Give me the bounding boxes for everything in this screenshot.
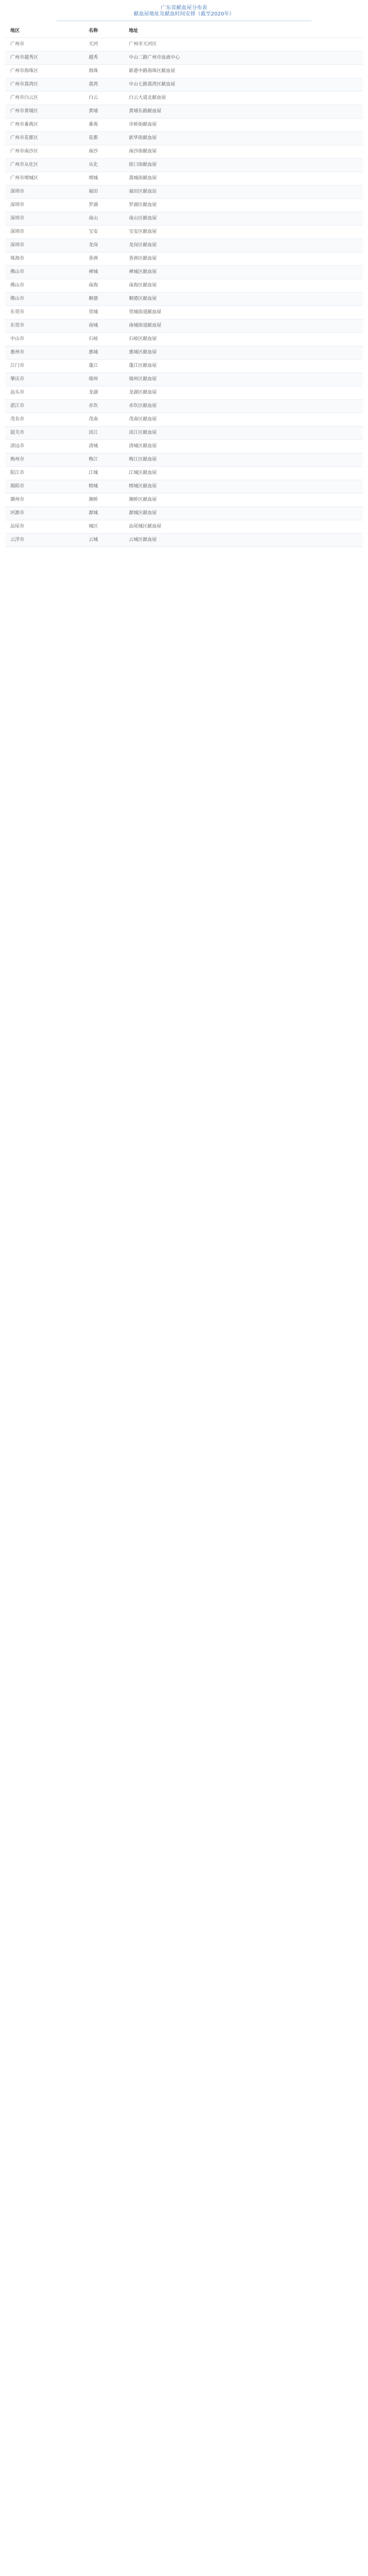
cell-name: 清城 [89, 444, 98, 449]
cell-name: 白云 [89, 95, 98, 100]
cell-region: 中山市 [10, 336, 25, 342]
table-row [5, 252, 363, 266]
table-header-row [5, 25, 363, 38]
cell-name: 越秀 [89, 55, 98, 60]
cell-address: 中山七路荔湾区献血屋 [129, 82, 176, 87]
table-row [5, 534, 363, 547]
table-row [5, 386, 363, 400]
cell-address: 南城街道献血屋 [129, 323, 162, 328]
table-row [5, 453, 363, 467]
data-table [5, 25, 363, 547]
table-row [5, 105, 363, 118]
cell-name: 蓬江 [89, 363, 98, 368]
cell-name: 南城 [89, 323, 98, 328]
table-row [5, 172, 363, 185]
cell-name: 海珠 [89, 69, 98, 74]
cell-name: 宝安 [89, 229, 98, 234]
table-row [5, 65, 363, 78]
cell-name: 龙湖 [89, 390, 98, 395]
cell-name: 石岐 [89, 336, 98, 342]
cell-name: 城区 [89, 524, 98, 529]
column-header-region: 地区 [10, 28, 20, 33]
table-row [5, 400, 363, 413]
cell-name: 番禺 [89, 122, 98, 127]
cell-name: 南沙 [89, 149, 98, 154]
cell-region: 广州市番禺区 [10, 122, 39, 127]
cell-region: 佛山市 [10, 269, 25, 275]
table-row [5, 293, 363, 306]
cell-region: 广州市花都区 [10, 135, 39, 141]
table-row [5, 346, 363, 360]
cell-name: 罗湖 [89, 202, 98, 208]
cell-region: 江门市 [10, 363, 25, 368]
cell-region: 深圳市 [10, 216, 25, 221]
cell-region: 深圳市 [10, 243, 25, 248]
cell-address: 源城区献血屋 [129, 511, 157, 516]
cell-region: 肇庆市 [10, 377, 25, 382]
cell-address: 湘桥区献血屋 [129, 497, 157, 502]
page-title: 广东省献血屋分布表 [161, 5, 207, 11]
cell-address: 榕城区献血屋 [129, 484, 157, 489]
cell-address: 新华街献血屋 [129, 135, 157, 141]
cell-address: 街口街献血屋 [129, 162, 157, 167]
cell-address: 梅江区献血屋 [129, 457, 157, 462]
cell-name: 从化 [89, 162, 98, 167]
table-row [5, 92, 363, 105]
table-row [5, 333, 363, 346]
cell-name: 湘桥 [89, 497, 98, 502]
cell-region: 深圳市 [10, 202, 25, 208]
cell-name: 花都 [89, 135, 98, 141]
cell-name: 浈江 [89, 430, 98, 435]
cell-region: 揭阳市 [10, 484, 25, 489]
cell-address: 赤坎区献血屋 [129, 403, 157, 409]
cell-address: 顺德区献血屋 [129, 296, 157, 301]
cell-address: 宝安区献血屋 [129, 229, 157, 234]
cell-address: 南海区献血屋 [129, 283, 157, 288]
cell-region: 韶关市 [10, 430, 25, 435]
cell-name: 天河 [89, 42, 98, 47]
cell-address: 黄埔东路献血屋 [129, 109, 162, 114]
cell-address: 石岐区献血屋 [129, 336, 157, 342]
cell-region: 广州市南沙区 [10, 149, 39, 154]
column-header-name: 名称 [89, 28, 98, 33]
cell-name: 端州 [89, 377, 98, 382]
cell-name: 茂南 [89, 417, 98, 422]
cell-address: 汕尾城区献血屋 [129, 524, 162, 529]
cell-name: 增城 [89, 176, 98, 181]
cell-address: 荔城街献血屋 [129, 176, 157, 181]
cell-region: 广州市白云区 [10, 95, 39, 100]
cell-region: 佛山市 [10, 283, 25, 288]
cell-address: 禅城区献血屋 [129, 269, 157, 275]
cell-address: 龙岗区献血屋 [129, 243, 157, 248]
table-row [5, 266, 363, 279]
cell-address: 云城区献血屋 [129, 537, 157, 543]
cell-address: 端州区献血屋 [129, 377, 157, 382]
cell-region: 深圳市 [10, 189, 25, 194]
cell-region: 广州市荔湾区 [10, 82, 39, 87]
cell-region: 东莞市 [10, 323, 25, 328]
cell-name: 莞城 [89, 310, 98, 315]
cell-name: 南海 [89, 283, 98, 288]
table-row [5, 520, 363, 534]
table-row [5, 159, 363, 172]
cell-region: 广州市黄埔区 [10, 109, 39, 114]
table-row [5, 38, 363, 52]
cell-region: 梅州市 [10, 457, 25, 462]
table-row [5, 373, 363, 386]
page-header [0, 0, 368, 25]
cell-name: 榕城 [89, 484, 98, 489]
table-row [5, 52, 363, 65]
cell-name: 江城 [89, 470, 98, 476]
cell-name: 福田 [89, 189, 98, 194]
cell-address: 福田区献血站 [129, 189, 157, 194]
cell-address: 南山区献血屋 [129, 216, 157, 221]
cell-address: 广州市天河区 [129, 42, 157, 47]
table-row [5, 306, 363, 319]
cell-region: 广州市海珠区 [10, 69, 39, 74]
cell-name: 南山 [89, 216, 98, 221]
cell-name: 黄埔 [89, 109, 98, 114]
cell-region: 阳江市 [10, 470, 25, 476]
table-row [5, 132, 363, 145]
cell-region: 广州市从化区 [10, 162, 39, 167]
cell-region: 汕头市 [10, 390, 25, 395]
cell-region: 清远市 [10, 444, 25, 449]
column-header-address: 地址 [129, 28, 139, 33]
table-row [5, 507, 363, 520]
table-row [5, 199, 363, 212]
table-row [5, 440, 363, 453]
table-row [5, 226, 363, 239]
cell-region: 惠州市 [10, 350, 25, 355]
cell-name: 梅江 [89, 457, 98, 462]
cell-region: 河源市 [10, 511, 25, 516]
cell-address: 龙湖区献血屋 [129, 390, 157, 395]
cell-address: 莞城街道献血屋 [129, 310, 162, 315]
cell-region: 广州市 [10, 42, 25, 47]
cell-address: 浈江区献血屋 [129, 430, 157, 435]
table-row [5, 279, 363, 293]
cell-name: 禅城 [89, 269, 98, 275]
cell-address: 江城区献血屋 [129, 470, 157, 476]
table-row [5, 78, 363, 92]
cell-region: 潮州市 [10, 497, 25, 502]
table-row [5, 239, 363, 252]
cell-region: 湛江市 [10, 403, 25, 409]
table-row [5, 413, 363, 427]
cell-region: 广州市越秀区 [10, 55, 39, 60]
cell-address: 香洲区献血屋 [129, 256, 157, 261]
cell-name: 香洲 [89, 256, 98, 261]
cell-address: 市桥街献血屋 [129, 122, 157, 127]
table-row [5, 494, 363, 507]
table-row [5, 360, 363, 373]
cell-name: 惠城 [89, 350, 98, 355]
cell-address: 清城区献血屋 [129, 444, 157, 449]
cell-region: 汕尾市 [10, 524, 25, 529]
cell-name: 云城 [89, 537, 98, 543]
cell-region: 云浮市 [10, 537, 25, 543]
cell-region: 珠海市 [10, 256, 25, 261]
page-subtitle: 献血屋地址及献血时间安排（截至2020年） [133, 11, 235, 17]
cell-address: 中山二路广州市血液中心 [129, 55, 180, 60]
cell-region: 深圳市 [10, 229, 25, 234]
cell-address: 罗湖区献血屋 [129, 202, 157, 208]
cell-region: 广州市增城区 [10, 176, 39, 181]
cell-name: 荔湾 [89, 82, 98, 87]
table-row [5, 480, 363, 494]
cell-address: 新港中路海珠区献血屋 [129, 69, 176, 74]
cell-name: 龙岗 [89, 243, 98, 248]
cell-name: 顺德 [89, 296, 98, 301]
cell-address: 白云大道北献血屋 [129, 95, 166, 100]
table-row [5, 467, 363, 480]
cell-address: 蓬江区献血屋 [129, 363, 157, 368]
table-row [5, 427, 363, 440]
cell-address: 茂南区献血屋 [129, 417, 157, 422]
cell-region: 东莞市 [10, 310, 25, 315]
table-row [5, 185, 363, 199]
table-row [5, 145, 363, 159]
cell-address: 惠城区献血屋 [129, 350, 157, 355]
table-row [5, 212, 363, 226]
cell-name: 赤坎 [89, 403, 98, 409]
table-row [5, 118, 363, 132]
cell-name: 源城 [89, 511, 98, 516]
cell-region: 茂名市 [10, 417, 25, 422]
cell-region: 佛山市 [10, 296, 25, 301]
table-row [5, 319, 363, 333]
cell-address: 南沙街献血屋 [129, 149, 157, 154]
